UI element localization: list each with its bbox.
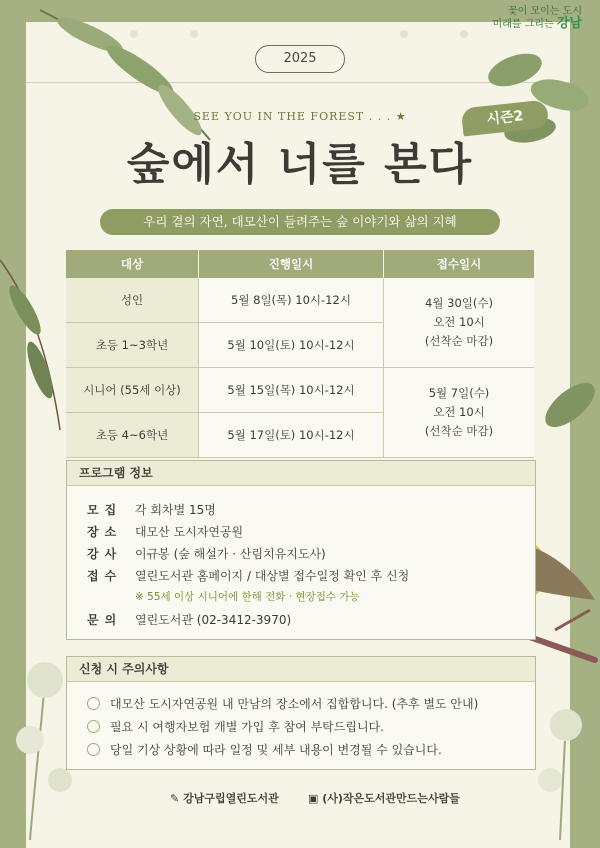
info-row — [87, 567, 409, 584]
leaf-illustration — [535, 360, 600, 450]
info-row — [87, 501, 216, 518]
reception-note: (선착순 마감) — [424, 334, 494, 348]
row-date: 5월 8일(목) 10시-12시 — [199, 278, 384, 323]
row-date: 5월 17일(토) 10시-12시 — [199, 413, 384, 458]
header-target: 대상 — [66, 250, 199, 278]
info-key: 장소 — [87, 525, 123, 539]
reception-cell — [384, 278, 535, 368]
logo-slogan-prefix: 미래를 그리는 — [492, 19, 554, 30]
info-key: 문의 — [87, 613, 123, 627]
info-row — [87, 523, 243, 540]
schedule-table — [66, 250, 534, 458]
reception-date: 5월 7일(수) — [428, 386, 490, 400]
notices-box — [66, 656, 536, 770]
info-value: 대모산 도시자연공원 — [135, 525, 244, 539]
info-value: 열린도서관 (02-3412-3970) — [135, 613, 292, 627]
program-info-box — [66, 460, 536, 640]
info-row — [87, 545, 326, 562]
notice-text: 당일 기상 상황에 따라 일정 및 세부 내용이 변경될 수 있습니다. — [110, 743, 442, 757]
footer-library-logo — [170, 790, 279, 806]
info-key: 접수 — [87, 569, 123, 583]
info-value: 열린도서관 홈페이지 / 대상별 접수일정 확인 후 신청 — [135, 569, 410, 583]
header-reception: 접수일시 — [384, 250, 535, 278]
row-target: 초등 4~6학년 — [66, 413, 199, 458]
footer-org-logo — [308, 790, 460, 806]
logo-brand: 강남 — [556, 16, 582, 31]
season-badge: 시즌2 — [461, 100, 549, 137]
reception-note: (선착순 마감) — [424, 424, 494, 438]
circle-bullet-icon — [87, 697, 100, 710]
footer-org-name: (사)작은도서관만드는사람들 — [322, 792, 460, 805]
reception-time: 오전 10시 — [433, 405, 485, 419]
perforation — [460, 30, 468, 38]
info-row — [87, 611, 291, 628]
header-date: 진행일시 — [199, 250, 384, 278]
info-value: 이규봉 (숲 해설가 · 산림치유지도사) — [135, 547, 326, 561]
notice-item — [87, 718, 384, 735]
footer-library-name: 강남구립열린도서관 — [183, 792, 279, 805]
reception-time: 오전 10시 — [433, 315, 485, 329]
tagline-banner: 우리 곁의 자연, 대모산이 들려주는 숲 이야기와 삶의 지혜 — [100, 209, 500, 235]
notice-item — [87, 695, 478, 712]
perforation — [400, 30, 408, 38]
notice-text: 대모산 도시자연공원 내 만남의 장소에서 집합합니다. (추후 별도 안내) — [110, 697, 479, 711]
table-row — [66, 278, 534, 323]
row-target: 시니어 (55세 이상) — [66, 368, 199, 413]
gangnam-logo — [493, 6, 582, 31]
reception-cell — [384, 368, 535, 458]
notice-item — [87, 741, 442, 758]
info-key: 강사 — [87, 547, 123, 561]
program-info-heading: 프로그램 정보 — [67, 461, 535, 486]
org-logo-icon: ▣ — [308, 792, 319, 805]
info-key: 모집 — [87, 503, 123, 517]
logo-slogan: 꽃이 모이는 도시 — [508, 6, 582, 17]
row-target: 성인 — [66, 278, 199, 323]
circle-bullet-icon — [87, 743, 100, 756]
table-row — [66, 368, 534, 413]
notice-text: 필요 시 여행자보험 개별 가입 후 참여 부탁드립니다. — [110, 720, 384, 734]
year-badge: 2025 — [255, 45, 345, 73]
circle-bullet-icon — [87, 720, 100, 733]
row-target: 초등 1~3학년 — [66, 323, 199, 368]
poster-title: 숲에서 너를 본다 — [126, 139, 474, 190]
library-logo-icon: ✎ — [170, 792, 180, 805]
notices-heading: 신청 시 주의사항 — [67, 657, 535, 682]
info-value: 각 회차별 15명 — [135, 503, 216, 517]
row-date: 5월 10일(토) 10시-12시 — [199, 323, 384, 368]
reception-date: 4월 30일(수) — [425, 296, 493, 310]
row-date: 5월 15일(목) 10시-12시 — [199, 368, 384, 413]
english-subtitle: SEE YOU IN THE FOREST . . . ★ — [193, 110, 407, 123]
senior-note: ※ 55세 이상 시니어에 한해 전화 · 현장접수 가능 — [135, 591, 360, 603]
